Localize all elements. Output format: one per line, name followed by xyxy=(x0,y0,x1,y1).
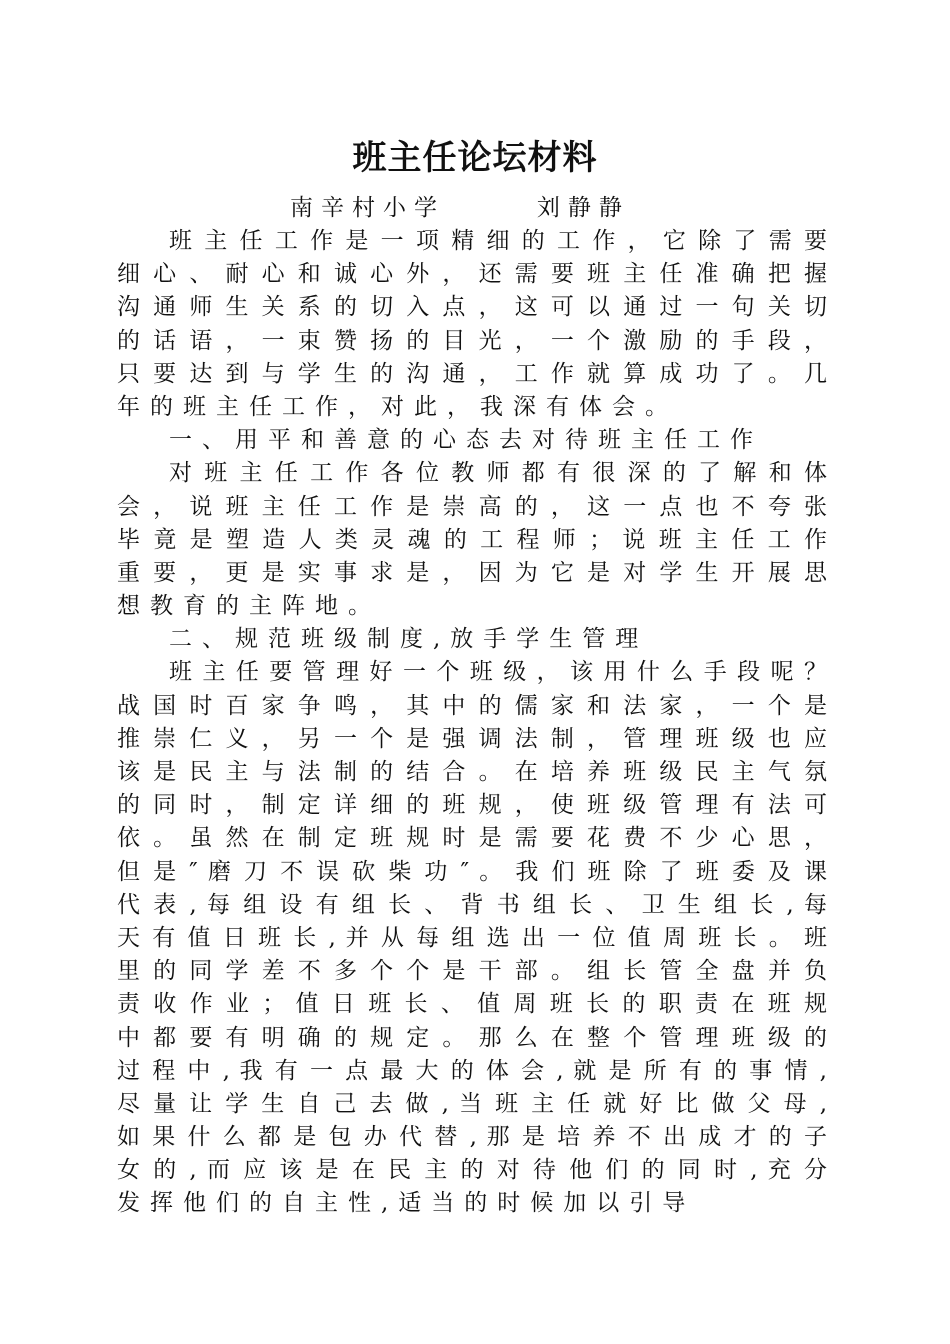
section-heading: 一、用平和善意的心态去对待班主任工作 xyxy=(169,427,763,454)
document-body xyxy=(117,225,827,1221)
text-line: 毕 竟 是 塑 造 人 类 灵 魂 的 工 程 师 ； 说 班 主 任 工 作 xyxy=(117,526,827,553)
author-byline: 南辛村小学 刘静静 xyxy=(290,195,630,221)
text-line: 尽 量 让 学 生 自 己 去 做 , 当 班 主 任 就 好 比 做 父 母 , xyxy=(117,1090,827,1117)
text-line: 的 同 时 ， 制 定 详 细 的 班 规 ， 使 班 级 管 理 有 法 可 xyxy=(117,792,827,819)
text-line: 推 崇 仁 义 ， 另 一 个 是 强 调 法 制 ， 管 理 班 级 也 应 xyxy=(117,725,827,752)
text-line: 只 要 达 到 与 学 生 的 沟 通 ， 工 作 就 算 成 功 了 。 几 xyxy=(117,360,827,387)
text-line: 战 国 时 百 家 争 鸣 ， 其 中 的 儒 家 和 法 家 ， 一 个 是 xyxy=(117,692,827,719)
text-line: 天 有 值 日 班 长 , 并 从 每 组 选 出 一 位 值 周 班 长 。 班 xyxy=(117,924,827,951)
text-line: 年的班主任工作，对此，我深有体会。 xyxy=(117,393,678,420)
text-line: 班 主 任 要 管 理 好 一 个 班 级 ， 该 用 什 么 手 段 呢 ？ xyxy=(169,659,827,686)
text-line: 重 要 ， 更 是 实 事 求 是 ， 因 为 它 是 对 学 生 开 展 思 xyxy=(117,559,827,586)
text-line: 发挥他们的自主性,适当的时候加以引导 xyxy=(117,1190,696,1217)
text-line: 责 收 作 业 ； 值 日 班 长 、 值 周 班 长 的 职 责 在 班 规 xyxy=(117,991,827,1018)
text-line: 的 话 语 ， 一 束 赞 扬 的 目 光 ， 一 个 激 励 的 手 段 ， xyxy=(117,327,827,354)
text-line: 中 都 要 有 明 确 的 规 定 。 那 么 在 整 个 管 理 班 级 的 xyxy=(117,1024,827,1051)
text-line: 里 的 同 学 差 不 多 个 个 是 干 部 。 组 长 管 全 盘 并 负 xyxy=(117,958,827,985)
text-line: 想教育的主阵地。 xyxy=(117,593,381,620)
text-line: 过 程 中 , 我 有 一 点 最 大 的 体 会 , 就 是 所 有 的 事 情 , xyxy=(117,1057,827,1084)
text-line: 该 是 民 主 与 法 制 的 结 合 。 在 培 养 班 级 民 主 气 氛 xyxy=(117,759,827,785)
text-line: 女 的 , 而 应 该 是 在 民 主 的 对 待 他 们 的 同 时 , 充 分 xyxy=(117,1157,827,1184)
text-line: 但 是 ″ 磨 刀 不 误 砍 柴 功 ″ 。 我 们 班 除 了 班 委 及 课 xyxy=(117,858,827,885)
document-title: 班主任论坛材料 xyxy=(352,138,598,178)
text-line: 对 班 主 任 工 作 各 位 教 师 都 有 很 深 的 了 解 和 体 xyxy=(169,460,827,487)
text-line: 沟 通 师 生 关 系 的 切 入 点 ， 这 可 以 通 过 一 句 关 切 xyxy=(117,294,827,321)
text-line: 会 ， 说 班 主 任 工 作 是 崇 高 的 ， 这 一 点 也 不 夸 张 xyxy=(117,493,827,520)
text-line: 依 。 虽 然 在 制 定 班 规 时 是 需 要 花 费 不 少 心 思 ， xyxy=(117,825,827,852)
text-line: 代 表 , 每 组 设 有 组 长 、 背 书 组 长 、 卫 生 组 长 , 每 xyxy=(117,891,827,918)
text-line: 如 果 什 么 都 是 包 办 代 替 , 那 是 培 养 不 出 成 才 的 子 xyxy=(117,1124,827,1151)
section-heading: 二、规范班级制度,放手学生管理 xyxy=(169,626,649,653)
text-line: 班 主 任 工 作 是 一 项 精 细 的 工 作 ， 它 除 了 需 要 xyxy=(169,228,827,254)
text-line: 细 心 、 耐 心 和 诚 心 外 ， 还 需 要 班 主 任 准 确 把 握 xyxy=(117,261,827,288)
